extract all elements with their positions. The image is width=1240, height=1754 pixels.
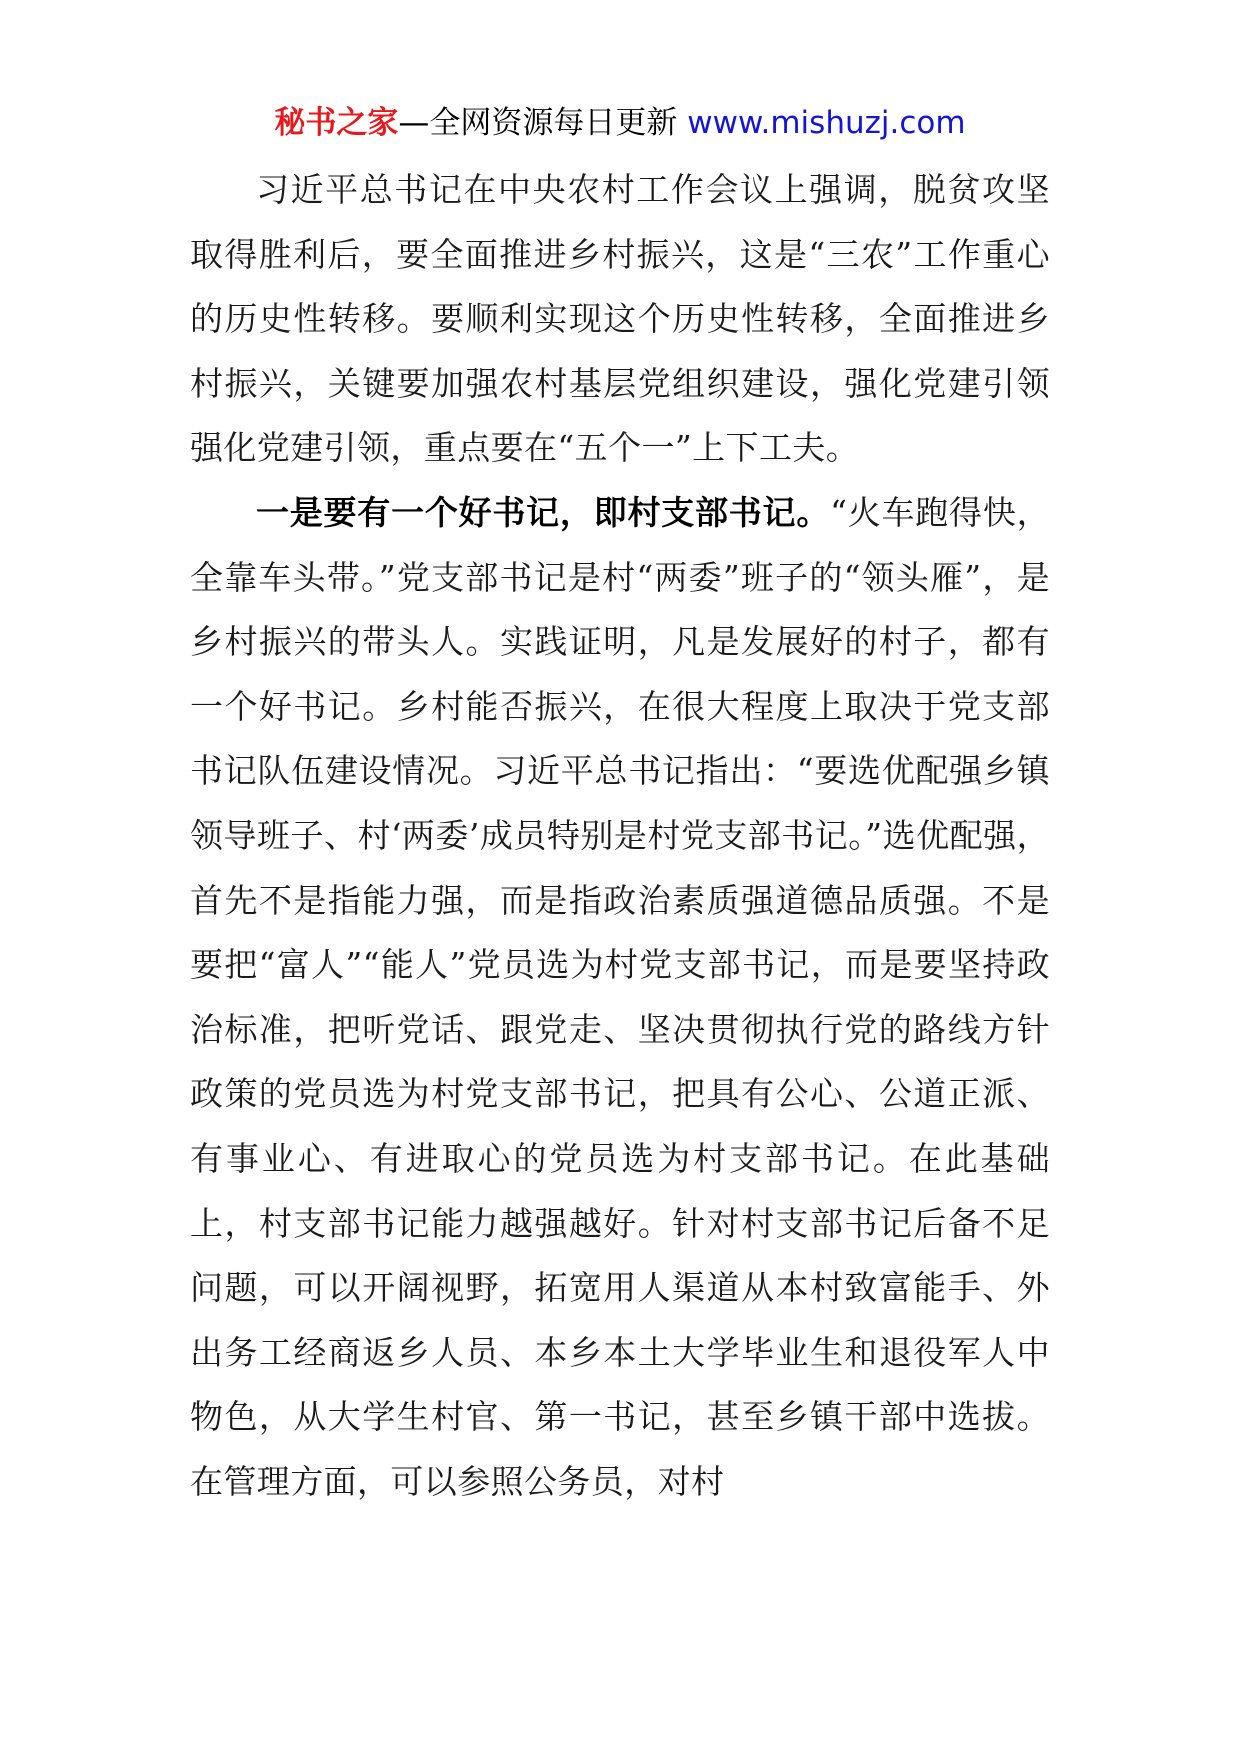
section-one-paragraph: [190, 481, 1050, 1515]
page-header: [0, 98, 1240, 148]
section-one-heading: 一是要有一个好书记，即村支部书记。: [256, 492, 831, 532]
intro-paragraph-text: 习近平总书记在中央农村工作会议上强调，脱贫攻坚取得胜利后，要全面推进乡村振兴，这是“三农”工作重心的历史性转移。要顺利实现这个历史性转移，全面推进乡村振兴，关键要加强农村基层党组织建设，强化党建引领强化党建引领，重点要在“五个一”上下工夫。: [190, 170, 1050, 468]
intro-paragraph: [190, 158, 1050, 481]
document-body: [190, 158, 1050, 1514]
site-url-link[interactable]: www.mishuzj.com: [687, 105, 966, 141]
header-tagline: —全网资源每日更新: [398, 105, 688, 141]
section-one-text: “火车跑得快，全靠车头带。”党支部书记是村“两委”班子的“领头雁”，是乡村振兴的带头人。实践证明，凡是发展好的村子，都有一个好书记。乡村能否振兴，在很大程度上取决于党支部书记队伍建设情况。习近平总书记指出：“要选优配强乡镇领导班子、村‘两委’成员特别是村党支部书记。”选优配强，首先不是指能力强，而是指政治素质强道德品质强。不是要把“富人”“能人”党员选为村党支部书记，而是要坚持政治标准，把听党话、跟党走、坚决贯彻执行党的路线方针政策的党员选为村党支部书记，把具有公心、公道正派、有事业心、有进取心的党员选为村支部书记。在此基础上，村支部书记能力越强越好。针对村支部书记后备不足问题，可以开阔视野，拓宽用人渠道从本村致富能手、外出务工经商返乡人员、本乡本土大学毕业生和退役军人中物色，从大学生村官、第一书记，甚至乡镇干部中选拔。在管理方面，可以参照公务员，对村: [190, 492, 1051, 1501]
brand-name: 秘书之家: [274, 105, 399, 141]
